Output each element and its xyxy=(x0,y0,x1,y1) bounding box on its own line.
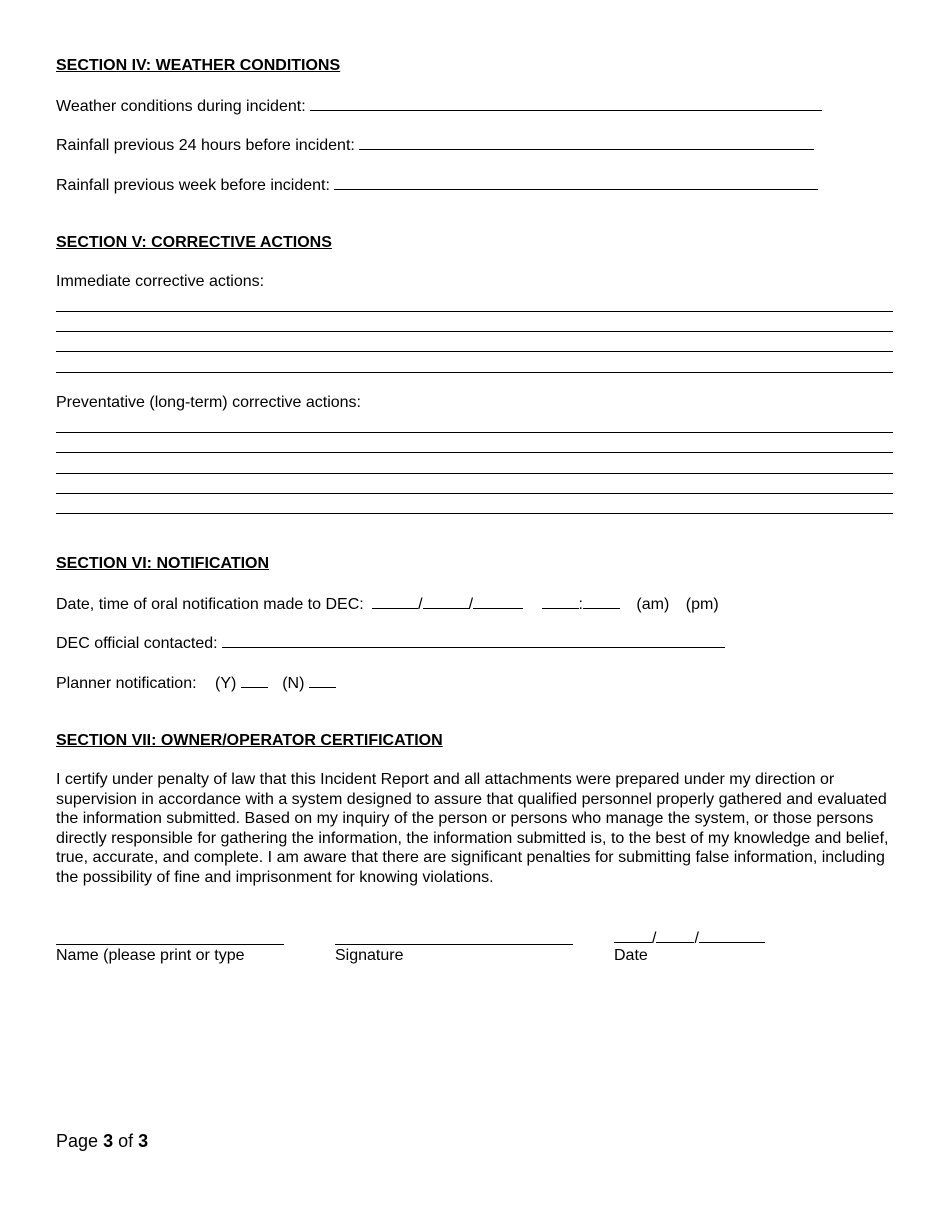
dec-official-label: DEC official contacted: xyxy=(56,635,218,652)
dec-official-row xyxy=(56,633,725,653)
page-current: 3 xyxy=(103,1131,114,1151)
time-separator: : xyxy=(578,596,583,613)
cert-month-field[interactable] xyxy=(614,928,652,943)
preventative-actions-line-2[interactable] xyxy=(56,452,893,453)
weather-conditions-row xyxy=(56,96,822,116)
signature-label: Signature xyxy=(335,947,404,964)
name-label: Name (please print or type xyxy=(56,947,245,964)
preventative-actions-line-5[interactable] xyxy=(56,513,893,514)
notification-hour-field[interactable] xyxy=(542,594,579,609)
section-v-heading: SECTION V: CORRECTIVE ACTIONS xyxy=(56,234,332,251)
oral-notification-label: Date, time of oral notification made to DEC: xyxy=(56,596,364,613)
of-word: of xyxy=(118,1131,134,1151)
planner-no-label: (N) xyxy=(282,675,305,692)
date-separator: / xyxy=(694,930,699,947)
preventative-actions-line-4[interactable] xyxy=(56,493,893,494)
rainfall-24h-row xyxy=(56,135,814,155)
section-iv-heading: SECTION IV: WEATHER CONDITIONS xyxy=(56,57,341,74)
rainfall-24h-field[interactable] xyxy=(359,135,814,150)
notification-minute-field[interactable] xyxy=(583,594,620,609)
immediate-actions-line-1[interactable] xyxy=(56,311,893,312)
dec-official-field[interactable] xyxy=(222,633,725,648)
notification-day-field[interactable] xyxy=(423,594,469,609)
preventative-actions-line-3[interactable] xyxy=(56,473,893,474)
pm-option[interactable]: (pm) xyxy=(685,596,719,613)
oral-notification-row xyxy=(56,594,719,614)
date-separator: / xyxy=(468,596,474,613)
section-vii-heading: SECTION VII: OWNER/OPERATOR CERTIFICATION xyxy=(56,732,443,749)
planner-notification-label: Planner notification: xyxy=(56,675,197,692)
section-vi-heading: SECTION VI: NOTIFICATION xyxy=(56,555,270,572)
rainfall-week-label: Rainfall previous week before incident: xyxy=(56,177,330,194)
certification-date-row xyxy=(614,928,765,948)
preventative-actions-line-1[interactable] xyxy=(56,432,893,433)
planner-no-field[interactable] xyxy=(309,673,336,688)
cert-day-field[interactable] xyxy=(656,928,694,943)
date-separator: / xyxy=(652,930,657,947)
weather-conditions-label: Weather conditions during incident: xyxy=(56,98,306,115)
immediate-actions-label: Immediate corrective actions: xyxy=(56,273,265,290)
cert-year-field[interactable] xyxy=(699,928,765,943)
rainfall-week-field[interactable] xyxy=(334,175,818,190)
page-word: Page xyxy=(56,1131,99,1151)
page-number xyxy=(56,1131,148,1152)
immediate-actions-line-2[interactable] xyxy=(56,331,893,332)
rainfall-24h-label: Rainfall previous 24 hours before incident: xyxy=(56,137,355,154)
notification-month-field[interactable] xyxy=(372,594,418,609)
signature-line[interactable] xyxy=(335,944,573,945)
preventative-actions-label: Preventative (long-term) corrective actions: xyxy=(56,394,361,411)
page-total: 3 xyxy=(138,1131,149,1151)
date-separator: / xyxy=(418,596,423,613)
date-label: Date xyxy=(614,947,648,964)
notification-year-field[interactable] xyxy=(473,594,523,609)
am-option[interactable]: (am) xyxy=(636,596,670,613)
planner-yes-label: (Y) xyxy=(214,675,237,692)
weather-conditions-field[interactable] xyxy=(310,96,822,111)
planner-yes-field[interactable] xyxy=(241,673,268,688)
immediate-actions-line-4[interactable] xyxy=(56,372,893,373)
rainfall-week-row xyxy=(56,175,818,195)
name-signature-line[interactable] xyxy=(56,944,284,945)
planner-notification-row xyxy=(56,673,336,693)
immediate-actions-line-3[interactable] xyxy=(56,351,893,352)
certification-text: I certify under penalty of law that this Incident Report and all attachments were prepared under my direction or supervision in accordance with a system designed to assure that qualified personnel properly gathered and evaluated the information submitted. Based on my inquiry of the person or persons who manage the system, or those persons directly responsible for gathering the information, the information submitted is, to the best of my knowledge and belief, true, accurate, and complete. I am aware that there are significant penalties for submitting false information, including the possibility of fine and imprisonment for knowing violations. xyxy=(56,771,889,886)
